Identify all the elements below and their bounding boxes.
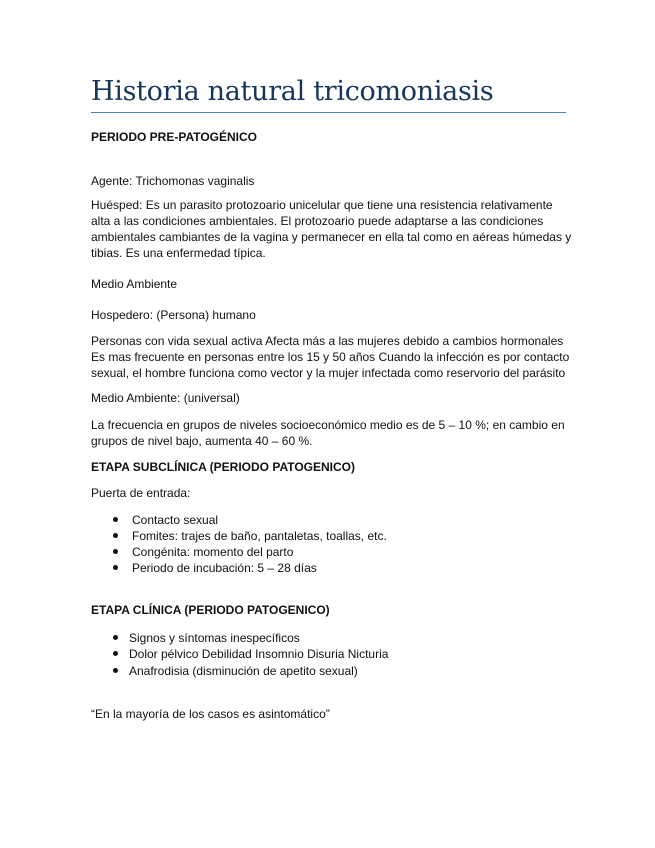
huesped-line: tibias. Es una enfermedad típica.: [91, 246, 266, 260]
list-item-text: Signos y síntomas inespecíficos: [129, 631, 300, 645]
frecuencia-line: La frecuencia en grupos de niveles socioeconómico medio es de 5 – 10 %; en cambio en: [91, 418, 565, 432]
list-item-text: Congénita: momento del parto: [132, 545, 294, 559]
huesped-line: Huésped: Es un parasito protozoario unicelular que tiene una resistencia relativamente: [91, 198, 553, 212]
bullet-icon: [113, 517, 118, 522]
bullet-icon: [113, 565, 118, 570]
heading-clinica: ETAPA CLÍNICA (PERIODO PATOGENICO): [91, 603, 330, 617]
puerta-entrada-label: Puerta de entrada:: [91, 486, 191, 500]
bullet-icon: [113, 651, 118, 656]
agente-text: Agente: Trichomonas vaginalis: [91, 174, 255, 188]
bullet-icon: [113, 549, 118, 554]
medio-ambiente-universal: Medio Ambiente: (universal): [91, 391, 240, 405]
huesped-line: alta a las condiciones ambientales. El protozoario puede adaptarse a las condiciones: [91, 214, 544, 228]
personas-line: Es mas frecuente en personas entre los 15 y 50 años Cuando la infección es por contacto: [91, 350, 570, 364]
medio-ambiente-label: Medio Ambiente: [91, 277, 178, 291]
title-underline: [91, 112, 566, 113]
closing-quote: “En la mayoría de los casos es asintomático”: [91, 707, 330, 721]
list-item-text: Periodo de incubación: 5 – 28 días: [132, 561, 317, 575]
heading-pre-patogenico: PERIODO PRE-PATOGÉNICO: [91, 130, 258, 144]
heading-subclinica: ETAPA SUBCLÍNICA (PERIODO PATOGENICO): [91, 460, 356, 474]
bullet-icon: [113, 668, 118, 673]
document-title: Historia natural tricomoniasis: [91, 76, 494, 107]
hospedero-text: Hospedero: (Persona) humano: [91, 308, 256, 322]
personas-line: Personas con vida sexual activa Afecta más a las mujeres debido a cambios hormonales: [91, 334, 564, 348]
huesped-line: ambientales cambiantes de la vagina y permanecer en ella tal como en aéreas húmedas y: [91, 230, 572, 244]
bullet-icon: [113, 533, 118, 538]
list-item-text: Contacto sexual: [132, 513, 219, 527]
list-item-text: Fomites: trajes de baño, pantaletas, toallas, etc.: [132, 529, 387, 543]
list-item-text: Anafrodisia (disminución de apetito sexual): [129, 664, 358, 678]
list-item-text: Dolor pélvico Debilidad Insomnio Disuria Nicturia: [129, 647, 389, 661]
bullet-icon: [113, 635, 118, 640]
personas-line: sexual, el hombre funciona como vector y la mujer infectada como reservorio del parásito: [91, 366, 566, 380]
frecuencia-line: grupos de nivel bajo, aumenta 40 – 60 %.: [91, 434, 313, 448]
